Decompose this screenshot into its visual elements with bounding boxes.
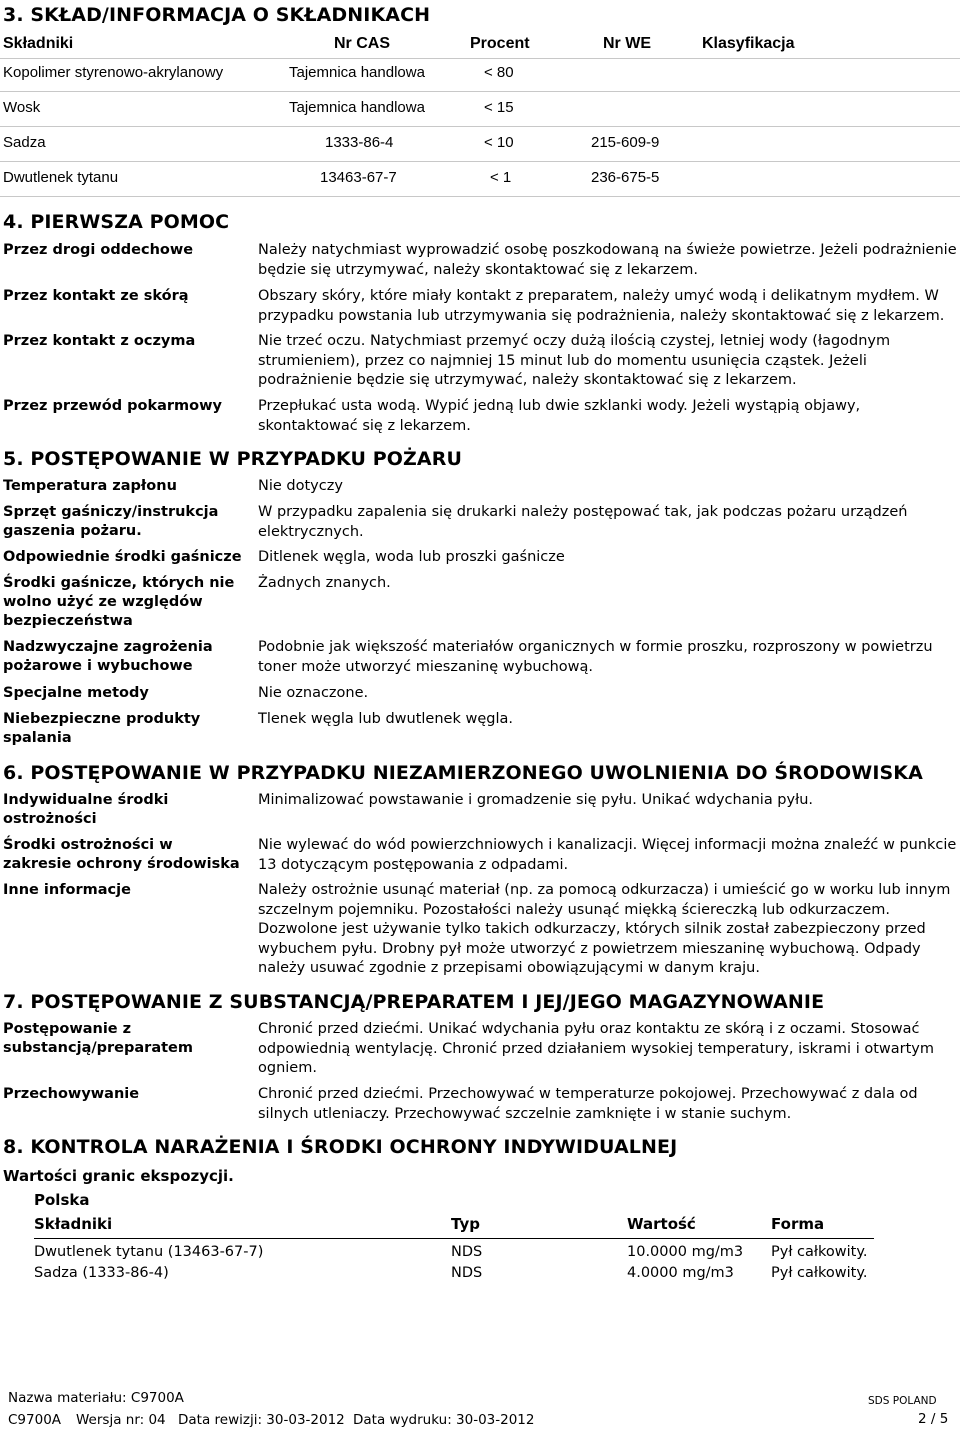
fire-value-equipment: W przypadku zapalenia się drukarki należy postępować tak, jak podczas pożaru urządzeń elektrycznych. — [258, 504, 908, 540]
ingredient-cas: Tajemnica handlowa — [289, 64, 425, 81]
fire-label-unsuitable-media: Środki gaśnicze, których nie wolno użyć ze względów bezpieczeństwa — [3, 575, 235, 629]
first-aid-label-eyes: Przez kontakt z oczyma — [3, 333, 196, 349]
fire-label-equipment: Sprzęt gaśniczy/instrukcja gaszenia pożaru. — [3, 504, 219, 539]
exposure-header-type: Typ — [451, 1215, 480, 1233]
ingredient-percent: < 80 — [484, 64, 514, 81]
row-divider — [0, 126, 960, 127]
ingredient-cas: 1333-86-4 — [325, 134, 394, 151]
ingredient-percent: < 1 — [490, 169, 512, 186]
fire-label-flash-point: Temperatura zapłonu — [3, 478, 177, 494]
ingredient-name: Kopolimer styrenowo-akrylanowy — [3, 64, 224, 81]
handling-label: Postępowanie z substancją/preparatem — [3, 1021, 193, 1056]
storage-value: Chronić przed dziećmi. Przechowywać w temperaturze pokojowej. Przechowywać z dala od silnych utleniaczy. Przechowywać szczelnie zamknięte i w stanie suchym. — [258, 1086, 918, 1122]
ingredient-cas: 13463-67-7 — [320, 169, 397, 186]
ingredient-percent: < 15 — [484, 99, 514, 116]
fire-label-media: Odpowiednie środki gaśnicze — [3, 549, 242, 565]
exposure-form: Pył całkowity. — [771, 1265, 868, 1281]
ingredient-name: Wosk — [3, 99, 41, 116]
exposure-component: Sadza (1333-86-4) — [34, 1265, 169, 1281]
exposure-type: NDS — [451, 1244, 483, 1260]
fire-label-special-methods: Specjalne metody — [3, 685, 149, 701]
footer-version: Wersja nr: 04 — [76, 1412, 166, 1428]
section-6-title: 6. POSTĘPOWANIE W PRZYPADKU NIEZAMIERZONEGO UWOLNIENIA DO ŚRODOWISKA — [3, 762, 923, 784]
release-value-environment: Nie wylewać do wód powierzchniowych i kanalizacji. Więcej informacji można znaleźć w punkcie 13 dotyczącym postępowania z odpadami. — [258, 837, 957, 873]
release-label-personal: Indywidualne środki ostrożności — [3, 792, 169, 827]
release-label-other: Inne informacje — [3, 882, 131, 898]
row-divider — [0, 161, 960, 162]
section-5-title: 5. POSTĘPOWANIE W PRZYPADKU POŻARU — [3, 448, 462, 470]
release-value-other: Należy ostrożnie usunąć materiał (np. za pomocą odkurzacza) i umieścić go w worku lub innym szczelnym pojemniku. Pozostałości należy usunąć miękką ściereczką lub odkurzaczem. Dozwolone jest używanie tylko takich odkurzaczy, których silnik został zabezpieczony przed wybuchem pyłu. Drobny pył może utworzyć z powietrzem mieszaninę wybuchową. Odpady należy usuwać zgodnie z przepisami obowiązującymi w danym kraju. — [258, 882, 951, 976]
first-aid-value-inhalation: Należy natychmiast wyprowadzić osobę poszkodowaną na świeże powietrze. Jeżeli podrażnienie będzie się utrzymywać, należy skontaktować się z lekarzem. — [258, 242, 957, 278]
release-label-environment: Środki ostrożności w zakresie ochrony środowiska — [3, 837, 240, 872]
footer-product-code: C9700A — [8, 1412, 62, 1428]
first-aid-value-skin: Obszary skóry, które miały kontakt z preparatem, należy umyć wodą i delikatnym mydłem. W przypadku powstania lub utrzymywania się podrażnienia, należy skontaktować się z lekarzem. — [258, 288, 945, 324]
exposure-limits-subtitle: Wartości granic ekspozycji. — [3, 1167, 234, 1185]
fire-value-hazards: Podobnie jak większość materiałów organicznych w formie proszku, rozproszony w powietrzu toner może utworzyć mieszaninę wybuchową. — [258, 639, 933, 675]
fire-label-combustion-products: Niebezpieczne produkty spalania — [3, 711, 201, 746]
ingredient-name: Dwutlenek tytanu — [3, 169, 119, 186]
ingredient-cas: Tajemnica handlowa — [289, 99, 425, 116]
first-aid-label-skin: Przez kontakt ze skórą — [3, 288, 189, 304]
exposure-header-form: Forma — [771, 1215, 825, 1233]
exposure-header-value: Wartość — [627, 1215, 696, 1233]
ingredient-percent: < 10 — [484, 134, 514, 151]
footer-page-number: 2 / 5 — [918, 1411, 949, 1427]
ingredients-header-name: Składniki — [3, 35, 74, 52]
first-aid-value-eyes: Nie trzeć oczu. Natychmiast przemyć oczy dużą ilością czystej, letniej wody (łagodnym strumieniem), przez co najmniej 15 minut lub do momentu usunięcia cząstek. Jeżeli podrażnienie będzie się utrzymywać, należy skontaktować się z lekarzem. — [258, 333, 891, 388]
ingredient-name: Sadza — [3, 134, 46, 151]
exposure-value: 10.0000 mg/m3 — [627, 1244, 744, 1260]
storage-label: Przechowywanie — [3, 1086, 140, 1102]
section-3-title: 3. SKŁAD/INFORMACJA O SKŁADNIKACH — [3, 4, 431, 26]
section-7-title: 7. POSTĘPOWANIE Z SUBSTANCJĄ/PREPARATEM I JEJ/JEGO MAGAZYNOWANIE — [3, 991, 825, 1013]
ingredients-header-we: Nr WE — [603, 35, 651, 52]
fire-value-media: Ditlenek węgla, woda lub proszki gaśnicze — [258, 549, 565, 565]
section-4-title: 4. PIERWSZA POMOC — [3, 211, 230, 233]
row-divider — [0, 58, 960, 59]
fire-value-unsuitable-media: Żadnych znanych. — [258, 575, 391, 591]
exposure-value: 4.0000 mg/m3 — [627, 1265, 734, 1281]
row-divider — [0, 91, 960, 92]
exposure-form: Pył całkowity. — [771, 1244, 868, 1260]
release-value-personal: Minimalizować powstawanie i gromadzenie się pyłu. Unikać wdychania pyłu. — [258, 792, 814, 808]
exposure-header-rule — [34, 1238, 874, 1239]
section-8-title: 8. KONTROLA NARAŻENIA I ŚRODKI OCHRONY INDYWIDUALNEJ — [3, 1136, 678, 1158]
fire-value-special-methods: Nie oznaczone. — [258, 685, 369, 701]
first-aid-label-inhalation: Przez drogi oddechowe — [3, 242, 194, 258]
exposure-country: Polska — [34, 1191, 90, 1209]
ingredients-header-percent: Procent — [470, 35, 530, 52]
ingredient-we: 236-675-5 — [591, 169, 660, 186]
ingredient-we: 215-609-9 — [591, 134, 660, 151]
footer-revision-date: Data rewizji: 30-03-2012 — [178, 1412, 345, 1428]
first-aid-value-ingestion: Przepłukać usta wodą. Wypić jedną lub dwie szklanki wody. Jeżeli wystąpią objawy, skontaktować się z lekarzem. — [258, 398, 861, 434]
footer-sds-label: SDS POLAND — [868, 1395, 937, 1407]
footer-print-date: Data wydruku: 30-03-2012 — [353, 1412, 535, 1428]
exposure-component: Dwutlenek tytanu (13463-67-7) — [34, 1244, 264, 1260]
ingredients-header-classification: Klasyfikacja — [702, 35, 795, 52]
fire-value-combustion-products: Tlenek węgla lub dwutlenek węgla. — [258, 711, 513, 727]
exposure-type: NDS — [451, 1265, 483, 1281]
fire-value-flash-point: Nie dotyczy — [258, 478, 343, 494]
fire-label-hazards: Nadzwyczajne zagrożenia pożarowe i wybuchowe — [3, 639, 213, 674]
footer-material-name: Nazwa materiału: C9700A — [8, 1390, 184, 1406]
exposure-header-component: Składniki — [34, 1215, 113, 1233]
first-aid-label-ingestion: Przez przewód pokarmowy — [3, 398, 222, 414]
handling-value: Chronić przed dziećmi. Unikać wdychania pyłu oraz kontaktu ze skórą i z oczami. Stosować odpowiednią wentylację. Chronić przed działaniem wysokiej temperatury, iskrami i otwartym ogniem. — [258, 1021, 934, 1076]
ingredients-header-cas: Nr CAS — [334, 35, 391, 52]
row-divider — [0, 196, 960, 197]
